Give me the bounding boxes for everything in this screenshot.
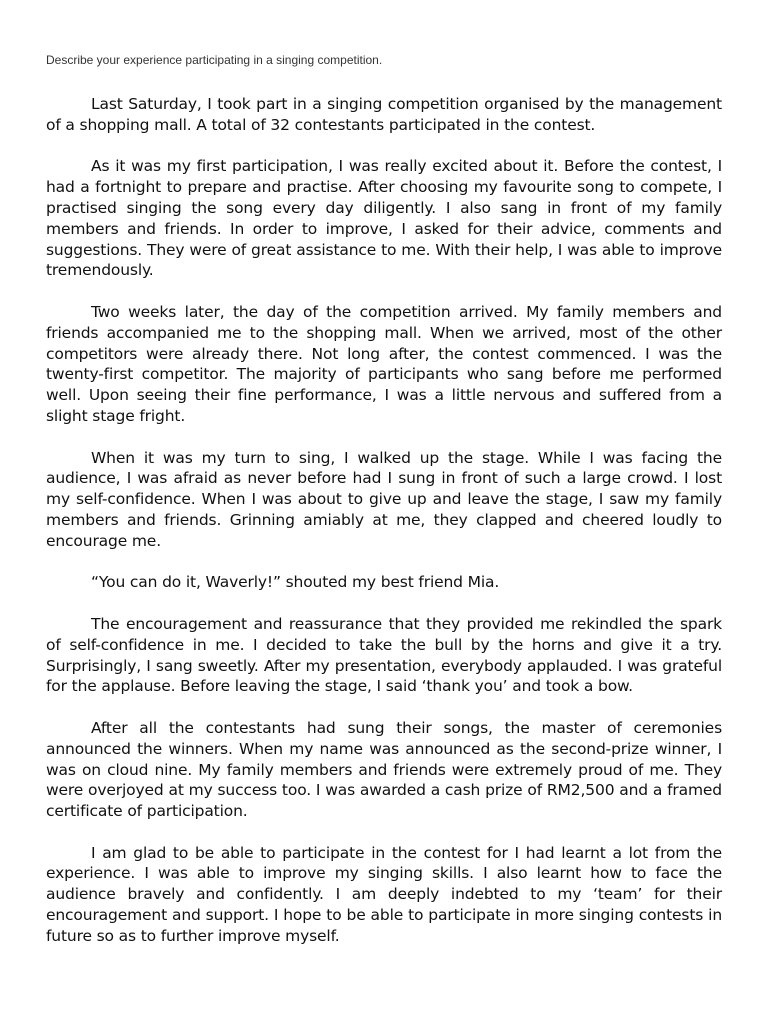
essay-body [46,94,722,947]
paragraph-3: Two weeks later, the day of the competition arrived. My family members and friends accompanied me to the shopping mall. When we arrived, most of the other competitors were already there. Not long after, the contest commenced. I was the twenty-first competitor. The majority of participants who sang before me performed well. Upon seeing their fine performance, I was a little nervous and suffered from a slight stage fright. [46,302,722,425]
paragraph-7: After all the contestants had sung their songs, the master of ceremonies announced the winners. When my name was announced as the second-prize winner, I was on cloud nine. My family members and friends were extremely proud of me. They were overjoyed at my success too. I was awarded a cash prize of RM2,500 and a framed certificate of participation. [46,718,722,821]
paragraph-6: The encouragement and reassurance that they provided me rekindled the spark of self-confidence in me. I decided to take the bull by the horns and give it a try. Surprisingly, I sang sweetly. After my presentation, everybody applauded. I was grateful for the applause. Before leaving the stage, I said ‘thank you’ and took a bow. [46,614,722,696]
paragraph-1: Last Saturday, I took part in a singing competition organised by the management of a shopping mall. A total of 32 contestants participated in the contest. [46,95,722,134]
paragraph-5: “You can do it, Waverly!” shouted my best friend Mia. [91,573,500,592]
paragraph-2: As it was my first participation, I was really excited about it. Before the contest, I had a fortnight to prepare and practise. After choosing my favourite song to compete, I practised singing the song every day diligently. I also sang in front of my family members and friends. In order to improve, I asked for their advice, comments and suggestions. They were of great assistance to me. With their help, I was able to improve tremendously. [46,157,722,280]
paragraph-8: I am glad to be able to participate in the contest for I had learnt a lot from the experience. I was able to improve my singing skills. I also learnt how to face the audience bravely and confidently. I am deeply indebted to my ‘team’ for their encouragement and support. I hope to be able to participate in more singing contests in future so as to further improve myself. [46,843,722,945]
document-page [46,52,722,947]
paragraph-4: When it was my turn to sing, I walked up the stage. While I was facing the audience, I was afraid as never before had I sung in front of such a large crowd. I lost my self-confidence. When I was about to give up and leave the stage, I saw my family members and friends. Grinning amiably at me, they clapped and cheered loudly to encourage me. [46,448,722,550]
essay-prompt: Describe your experience participating in a singing competition. [46,53,383,67]
